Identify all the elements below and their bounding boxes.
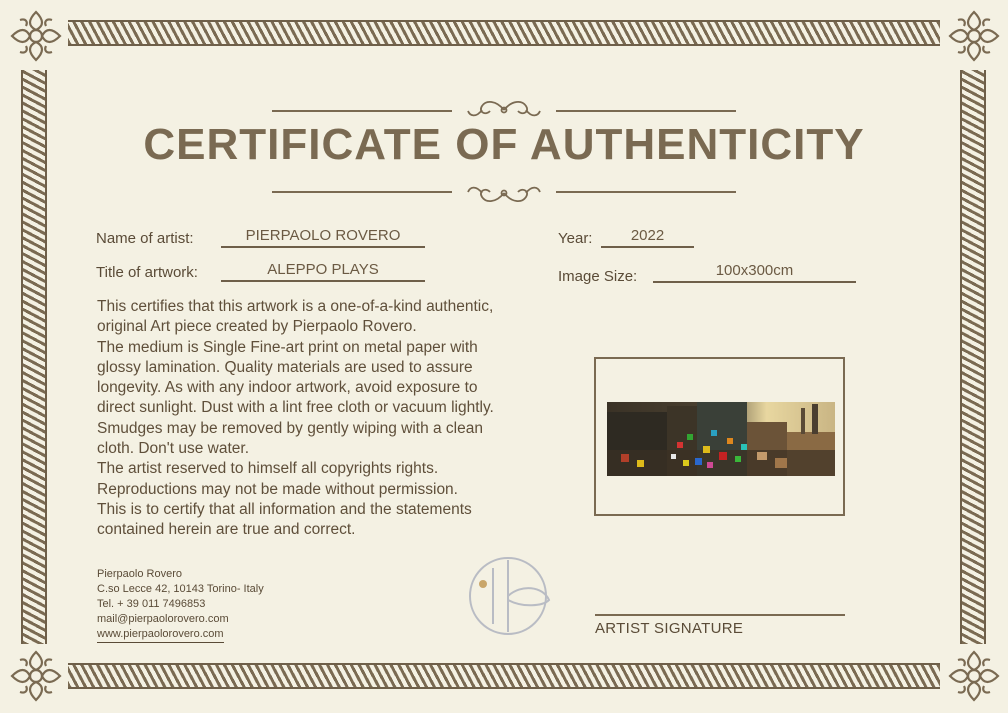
signature-line bbox=[595, 614, 845, 616]
certification-line: glossy lamination. Quality materials are used to assure bbox=[97, 358, 473, 376]
corner-ornament-icon bbox=[8, 8, 64, 64]
certification-line: The artist reserved to himself all copyrights rights. bbox=[97, 460, 439, 478]
certification-line: Smudges may be removed by gently wiping with a clean bbox=[97, 419, 483, 437]
contact-phone: Tel. + 39 011 7496853 bbox=[97, 598, 206, 610]
corner-ornament-icon bbox=[946, 8, 1002, 64]
contact-website-link[interactable]: www.pierpaolorovero.com bbox=[97, 627, 224, 643]
flourish-icon bbox=[466, 180, 542, 206]
certification-line: longevity. As with any indoor artwork, avoid exposure to bbox=[97, 379, 478, 397]
title-rule-bottom-right bbox=[556, 191, 736, 193]
certification-line: The medium is Single Fine-art print on metal paper with bbox=[97, 338, 478, 356]
contact-email[interactable]: mail@pierpaolorovero.com bbox=[97, 613, 229, 625]
bottom-border bbox=[68, 663, 940, 689]
corner-ornament-icon bbox=[8, 648, 64, 704]
artwork-image bbox=[607, 402, 835, 476]
artist-label: Name of artist: bbox=[96, 230, 194, 247]
signature-label: ARTIST SIGNATURE bbox=[595, 620, 744, 637]
artwork-value: ALEPPO PLAYS bbox=[221, 261, 425, 282]
page-title: CERTIFICATE OF AUTHENTICITY bbox=[143, 120, 865, 169]
top-border bbox=[68, 20, 940, 46]
title-rule-top-left bbox=[272, 110, 452, 112]
contact-address: C.so Lecce 42, 10143 Torino- Italy bbox=[97, 583, 264, 595]
size-value: 100x300cm bbox=[653, 262, 856, 283]
certification-line: This is to certify that all information and the statements bbox=[97, 500, 472, 518]
contact-info bbox=[97, 567, 297, 643]
artwork-label: Title of artwork: bbox=[96, 264, 198, 281]
artist-value: PIERPAOLO ROVERO bbox=[221, 227, 425, 248]
contact-name: Pierpaolo Rovero bbox=[97, 568, 182, 580]
monogram-logo-icon bbox=[463, 556, 553, 636]
corner-ornament-icon bbox=[946, 648, 1002, 704]
certification-line: cloth. Don't use water. bbox=[97, 440, 250, 458]
certification-text bbox=[97, 297, 557, 541]
certification-line: original Art piece created by Pierpaolo Rovero. bbox=[97, 318, 417, 336]
title-rule-bottom-left bbox=[272, 191, 452, 193]
title-rule-top-right bbox=[556, 110, 736, 112]
certification-line: direct sunlight. Dust with a lint free cloth or vacuum lightly. bbox=[97, 399, 494, 417]
year-value: 2022 bbox=[601, 227, 694, 248]
certification-line: Reproductions may not be made without permission. bbox=[97, 480, 458, 498]
year-label: Year: bbox=[558, 230, 593, 247]
certification-line: contained herein are true and correct. bbox=[97, 521, 356, 539]
certification-line: This certifies that this artwork is a one-of-a-kind authentic, bbox=[97, 298, 494, 315]
size-label: Image Size: bbox=[558, 268, 638, 285]
